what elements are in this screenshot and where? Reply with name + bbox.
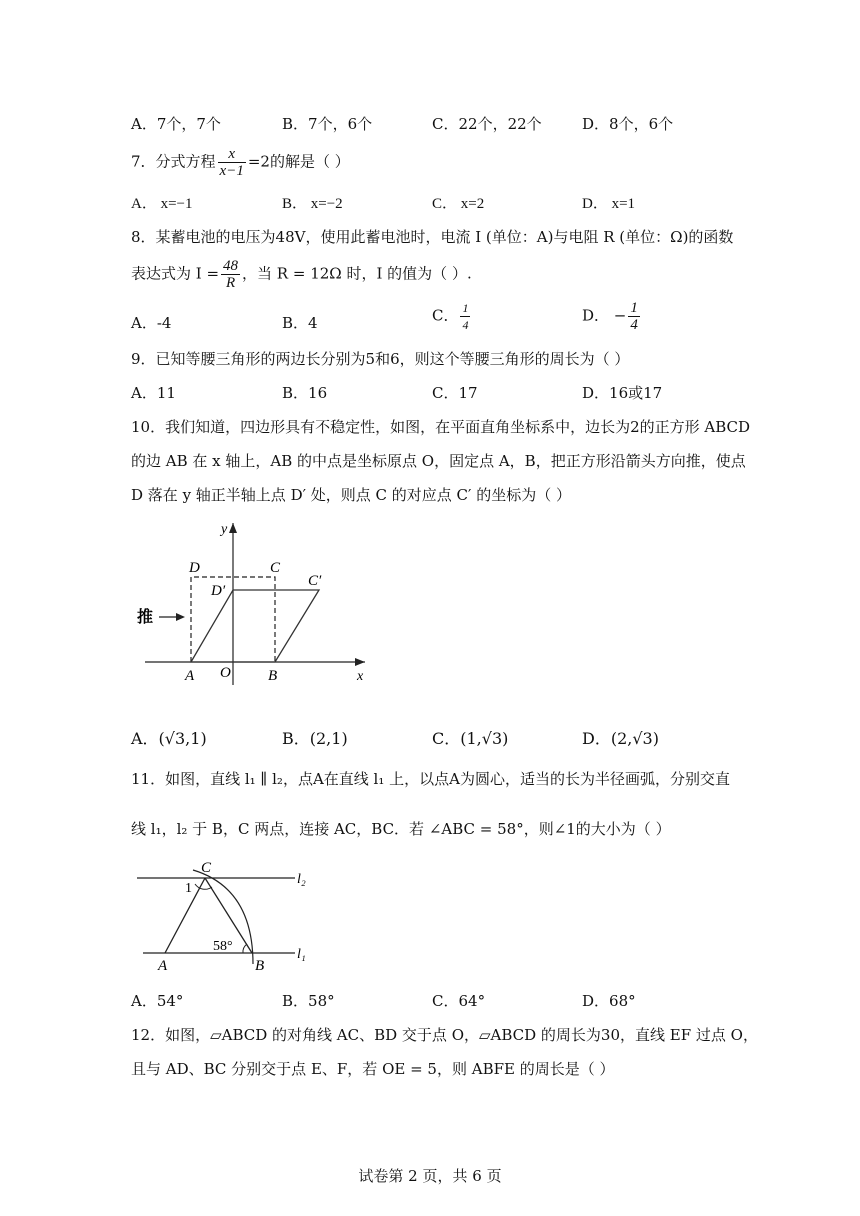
q10-label-x: x bbox=[357, 669, 364, 684]
q6-option-d: D．8个，6个 bbox=[582, 115, 674, 133]
q11-label-l1: l₁ bbox=[297, 947, 306, 962]
q8-option-d-label: D． − bbox=[582, 306, 627, 325]
q9-option-d: D．16或17 bbox=[582, 384, 663, 402]
q8-option-c-fraction bbox=[460, 300, 470, 333]
q7-option-b: B． x=−2 bbox=[282, 196, 343, 212]
q11-option-b: B．58° bbox=[282, 992, 335, 1010]
q8-option-d bbox=[582, 300, 642, 333]
page-footer: 试卷第 2 页，共 6 页 bbox=[358, 1167, 502, 1185]
q7-stem-suffix: =2的解是（ ） bbox=[247, 152, 350, 171]
q8-fraction bbox=[221, 258, 240, 291]
q10-y-arrow bbox=[229, 523, 237, 533]
q6-option-a: A．7个，7个 bbox=[131, 115, 221, 133]
q10-label-a: A bbox=[185, 668, 195, 684]
q11-line1: 11．如图，直线 l₁ ∥ l₂，点A在直线 l₁ 上，以点A为圆心，适当的长为半径画弧，分别交直 bbox=[131, 770, 730, 788]
q6-option-b: B．7个，6个 bbox=[282, 115, 373, 133]
q7-fraction-numerator: x bbox=[218, 146, 246, 163]
q9-option-a: A．11 bbox=[131, 384, 176, 402]
q12-line1: 12．如图，▱ABCD 的对角线 AC、BD 交于点 O，▱ABCD 的周长为30，直线 EF 过点 O， bbox=[131, 1026, 758, 1044]
q10-figure bbox=[125, 515, 385, 695]
q10-option-d: D．(2,√3) bbox=[582, 729, 659, 748]
q10-option-c: C．(1,√3) bbox=[432, 729, 509, 748]
q8-fraction-denominator: R bbox=[225, 275, 236, 291]
q10-label-d: D bbox=[189, 560, 200, 576]
q7-fraction-denominator: x−1 bbox=[219, 163, 244, 179]
q10-x-arrow bbox=[355, 658, 365, 666]
q10-label-b: B bbox=[268, 668, 278, 684]
q7-option-a: A． x=−1 bbox=[131, 196, 193, 212]
q10-label-d-prime: D′ bbox=[211, 583, 226, 599]
q8-option-c-label: C． bbox=[432, 306, 459, 325]
q7-option-c: C． x=2 bbox=[432, 196, 485, 212]
q10-option-a: A．(√3,1) bbox=[131, 729, 207, 748]
q8-option-c-numerator: 1 bbox=[462, 301, 469, 315]
q8-option-a: A．-4 bbox=[131, 314, 172, 332]
q7-option-d: D． x=1 bbox=[582, 196, 636, 212]
q8-line2-suffix: ，当 R = 12Ω 时，I 的值为（ ）. bbox=[242, 264, 472, 283]
q7-fraction bbox=[218, 146, 246, 179]
q9-stem: 9．已知等腰三角形的两边长分别为5和6，则这个等腰三角形的周长为（ ） bbox=[131, 350, 630, 368]
q11-label-b: B bbox=[255, 958, 265, 974]
q10-label-y: y bbox=[221, 522, 228, 537]
q11-option-a: A．54° bbox=[131, 992, 184, 1010]
q11-angle-58-mark bbox=[243, 944, 247, 953]
q10-label-c: C bbox=[270, 560, 281, 576]
q6-option-c: C．22个，22个 bbox=[432, 115, 542, 133]
q11-option-d: D．68° bbox=[582, 992, 636, 1010]
q10-parallelogram bbox=[191, 590, 319, 662]
q11-figure bbox=[125, 858, 335, 978]
q8-option-c bbox=[432, 300, 472, 333]
q8-line1: 8．某蓄电池的电压为48V，使用此蓄电池时，电流 I (单位：A)与电阻 R (单位：Ω)的函数 bbox=[131, 228, 734, 246]
q10-line2: 的边 AB 在 x 轴上，AB 的中点是坐标原点 O，固定点 A，B，把正方形沿箭头方向推，使点 bbox=[131, 452, 746, 470]
q7-stem bbox=[131, 146, 350, 179]
q8-option-b: B．4 bbox=[282, 314, 318, 332]
q8-fraction-numerator: 48 bbox=[223, 258, 239, 274]
q11-label-c: C bbox=[201, 860, 212, 876]
q11-label-l2: l₂ bbox=[297, 872, 306, 887]
q7-stem-prefix: 7．分式方程 bbox=[131, 152, 216, 171]
q10-line3: D 落在 y 轴正半轴上点 D′ 处，则点 C 的对应点 C′ 的坐标为（ ） bbox=[131, 486, 571, 504]
q8-option-d-fraction bbox=[628, 300, 640, 333]
q11-line2: 线 l₁，l₂ 于 B，C 两点，连接 AC，BC．若 ∠ABC = 58°，则∠1的大小为（ ） bbox=[131, 820, 671, 838]
q8-option-d-numerator: 1 bbox=[630, 300, 638, 316]
q11-label-58: 58° bbox=[213, 939, 233, 954]
q11-label-1: 1 bbox=[185, 881, 192, 896]
q10-push-arrow-head bbox=[176, 613, 185, 621]
q8-option-d-denominator: 4 bbox=[630, 317, 638, 333]
q11-label-a: A bbox=[158, 958, 168, 974]
q9-option-b: B．16 bbox=[282, 384, 328, 402]
q10-label-c-prime: C′ bbox=[308, 573, 322, 589]
q10-line1: 10．我们知道，四边形具有不稳定性，如图，在平面直角坐标系中，边长为2的正方形 ABCD bbox=[131, 418, 751, 436]
q10-label-push: 推 bbox=[137, 607, 154, 626]
q8-line2-prefix: 表达式为 I = bbox=[131, 264, 220, 283]
q10-option-b: B．(2,1) bbox=[282, 729, 348, 748]
q8-line2 bbox=[131, 258, 472, 291]
q10-label-o: O bbox=[220, 665, 231, 681]
q11-option-c: C．64° bbox=[432, 992, 486, 1010]
q12-line2: 且与 AD、BC 分别交于点 E、F，若 OE = 5，则 ABFE 的周长是（ ） bbox=[131, 1060, 615, 1078]
q9-option-c: C．17 bbox=[432, 384, 478, 402]
q8-option-c-denominator: 4 bbox=[462, 318, 469, 332]
